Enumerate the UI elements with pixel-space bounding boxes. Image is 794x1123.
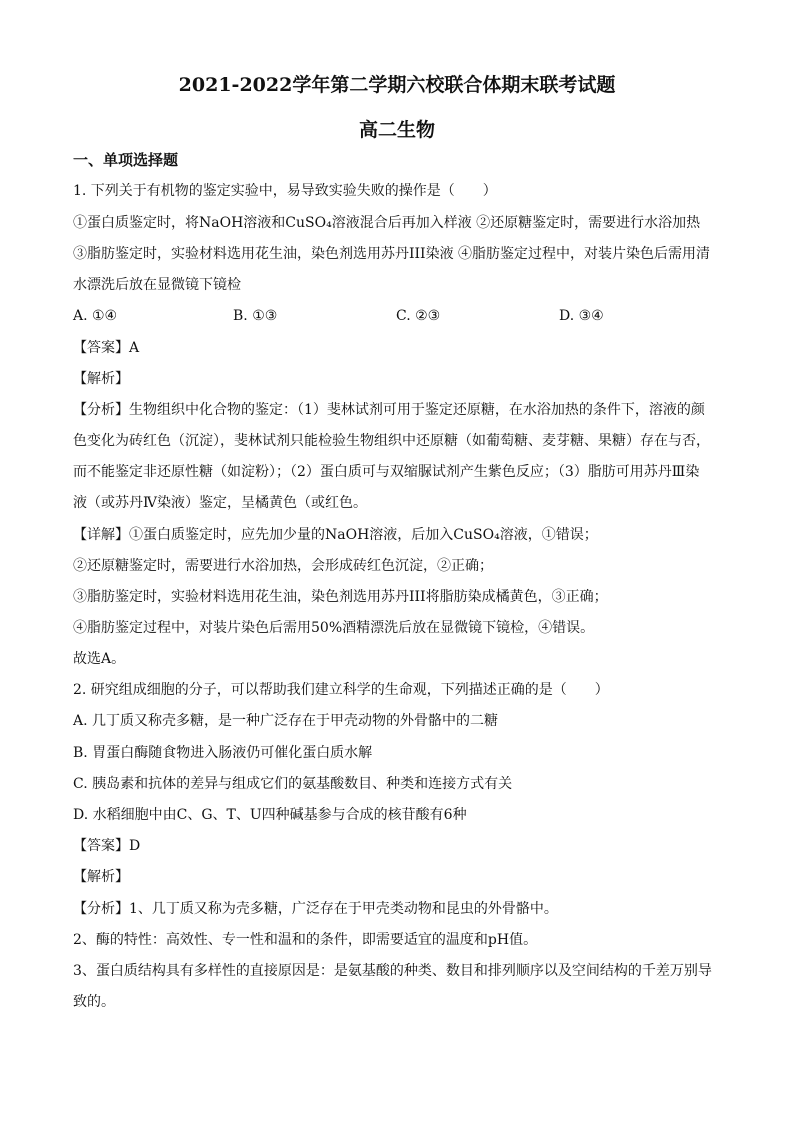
fenxi-label: 【分析】 — [73, 901, 129, 917]
q2-option-d: D. 水稻细胞中由C、G、T、U四种碱基参与合成的核苷酸有6种 — [73, 807, 467, 823]
q1-conclusion: 故选A。 — [73, 651, 126, 667]
exam-title: 2021-2022学年第二学期六校联合体期末联考试题 — [178, 74, 616, 96]
q1-option-d: D. ③④ — [559, 308, 604, 324]
q2-answer: 【答案】D — [73, 838, 141, 854]
q2-option-c: C. 胰岛素和抗体的差异与组成它们的氨基酸数目、种类和连接方式有关 — [73, 776, 513, 792]
q1-analysis-heading: 【解析】 — [73, 371, 129, 387]
exam-subtitle: 高二生物 — [358, 119, 435, 141]
q2-fenxi-line-1 — [73, 899, 733, 919]
q2-option-a: A. 几丁质又称壳多糖，是一种广泛存在于甲壳动物的外骨骼中的二糖 — [73, 713, 499, 729]
q2-fenxi-line-3: 3、蛋白质结构具有多样性的直接原因是：是氨基酸的种类、数目和排列顺序以及空间结构的千差万别导 — [73, 963, 712, 979]
q1-xiangjie-line-3: ③脂肪鉴定时，实验材料选用花生油，染色剂选用苏丹III将脂肪染成橘黄色，③正确； — [73, 589, 608, 605]
q1-xiangjie-line-2: ②还原糖鉴定时，需要进行水浴加热，会形成砖红色沉淀，②正确； — [73, 558, 493, 574]
q1-option-c: C. ②③ — [396, 308, 441, 324]
q1-fenxi-line-1 — [73, 400, 733, 420]
xiangjie-label: 【详解】 — [73, 527, 129, 543]
section-heading: 一、单项选择题 — [73, 151, 179, 169]
q1-xiangjie-line-4: ④脂肪鉴定过程中，对装片染色后需用50%酒精漂洗后放在显微镜下镜检，④错误。 — [73, 620, 595, 636]
q1-fenxi-line-3: 而不能鉴定非还原性糖（如淀粉）；（2）蛋白质可与双缩脲试剂产生紫色反应；（3）脂肪可用苏丹Ⅲ染 — [73, 464, 700, 480]
q1-option-b: B. ①③ — [233, 308, 278, 324]
fenxi-text: 1、几丁质又称为壳多糖，广泛存在于甲壳类动物和昆虫的外骨骼中。 — [129, 901, 558, 917]
q2-analysis-heading: 【解析】 — [73, 869, 129, 885]
q1-statement-line-1: ①蛋白质鉴定时，将NaOH溶液和CuSO₄溶液混合后再加入样液 ②还原糖鉴定时，需要进行水浴加热 — [73, 215, 701, 231]
q2-option-b: B. 胃蛋白酶随食物进入肠液仍可催化蛋白质水解 — [73, 745, 373, 761]
q2-fenxi-line-2: 2、酶的特性：高效性、专一性和温和的条件，即需要适宜的温度和pH值。 — [73, 932, 538, 948]
q1-answer: 【答案】A — [73, 340, 140, 356]
fenxi-text: 生物组织中化合物的鉴定：（1）斐林试剂可用于鉴定还原糖，在水浴加热的条件下，溶液的颜 — [129, 402, 705, 418]
q2-fenxi-line-4: 致的。 — [73, 994, 115, 1010]
q1-xiangjie-line-1 — [73, 525, 733, 545]
q1-fenxi-line-4: 液（或苏丹Ⅳ染液）鉴定，呈橘黄色（或红色。 — [73, 495, 367, 511]
q1-statement-line-2: ③脂肪鉴定时，实验材料选用花生油，染色剂选用苏丹III染液 ④脂肪鉴定过程中，对装片染色后需用清 — [73, 246, 711, 262]
q2-stem: 2. 研究组成细胞的分子，可以帮助我们建立科学的生命观，下列描述正确的是（ ） — [73, 682, 609, 698]
q1-fenxi-line-2: 色变化为砖红色（沉淀），斐林试剂只能检验生物组织中还原糖（如葡萄糖、麦芽糖、果糖）存在与否， — [73, 433, 710, 449]
fenxi-label: 【分析】 — [73, 402, 129, 418]
q1-statement-line-3: 水漂洗后放在显微镜下镜检 — [73, 277, 241, 293]
q1-option-a: A. ①④ — [73, 308, 118, 324]
xiangjie-text: ①蛋白质鉴定时，应先加少量的NaOH溶液，后加入CuSO₄溶液，①错误； — [129, 527, 598, 543]
q1-stem: 1. 下列关于有机物的鉴定实验中，易导致实验失败的操作是（ ） — [73, 183, 497, 199]
